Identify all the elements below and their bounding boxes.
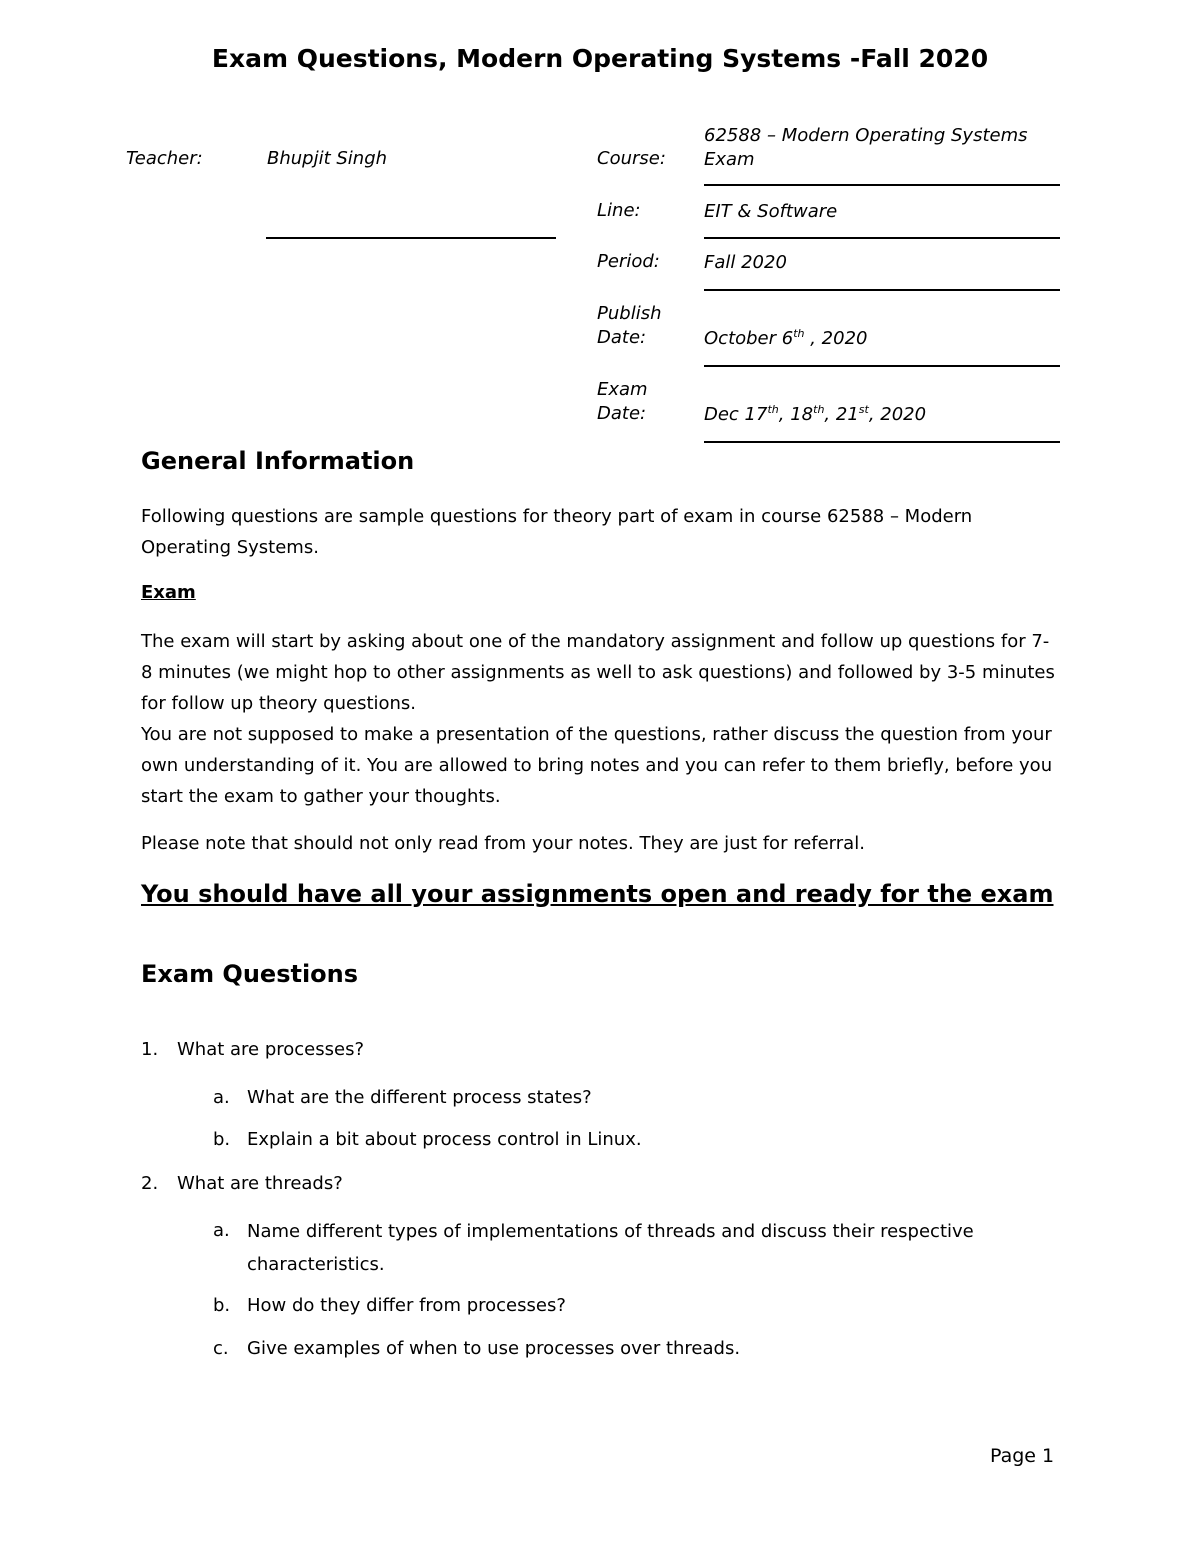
exam-paragraph-2: You are not supposed to make a presentation of the questions, rather discuss the question from your own understanding of it. You are allowed to bring notes and you can refer to them briefly, before you start the exam to gather your thoughts. (141, 724, 1053, 807)
exam-paragraph-1: The exam will start by asking about one of the mandatory assignment and follow up questions for 7-8 minutes (we might hop to other assignments as well to ask questions) and followed by 3-5 minutes for follow up theory questions. (141, 631, 1055, 714)
question-number: 1. (141, 1039, 159, 1060)
sub-question-letter: a. (213, 1087, 230, 1108)
publish-date-value: October 6th , 2020 (704, 327, 868, 349)
sub-question-letter: b. (213, 1295, 231, 1316)
course-value-line2: Exam (704, 149, 755, 170)
course-underline (704, 184, 1060, 186)
course-value-line1: 62588 – Modern Operating Systems (704, 125, 1028, 146)
line-underline (704, 237, 1060, 239)
teacher-value: Bhupjit Singh (267, 148, 388, 169)
publish-label-1: Publish (597, 303, 662, 324)
publish-underline (704, 365, 1060, 367)
line-value: EIT & Software (704, 201, 838, 222)
sub-question-text: Explain a bit about process control in Linux. (247, 1129, 642, 1150)
publish-label-2: Date: (597, 327, 647, 348)
teacher-label: Teacher: (126, 148, 203, 169)
page-number: Page 1 (990, 1445, 1055, 1467)
exam-date-underline (704, 441, 1060, 443)
period-value: Fall 2020 (704, 252, 787, 273)
question-number: 2. (141, 1173, 159, 1194)
exam-subheading: Exam (141, 582, 196, 603)
intro-paragraph: Following questions are sample questions for theory part of exam in course 62588 – Modern Operating Systems. (141, 506, 973, 558)
exam-date-value: Dec 17th, 18th, 21st, 2020 (704, 403, 927, 425)
note-paragraph: Please note that should not only read from your notes. They are just for referral. (141, 833, 865, 854)
general-information-heading: General Information (141, 447, 415, 475)
sub-question-text: Give examples of when to use processes over threads. (247, 1338, 741, 1359)
exam-date-label-2: Date: (597, 403, 647, 424)
question-text: What are processes? (177, 1039, 365, 1060)
exam-date-label-1: Exam (597, 379, 648, 400)
emphasis-note: You should have all your assignments open and ready for the exam (141, 880, 1054, 908)
exam-questions-heading: Exam Questions (141, 960, 359, 988)
line-label: Line: (597, 200, 641, 221)
document-title: Exam Questions, Modern Operating Systems -Fall 2020 (211, 44, 989, 73)
course-label: Course: (597, 148, 666, 169)
sub-question-letter: c. (213, 1338, 229, 1359)
sub-question-letter: b. (213, 1129, 231, 1150)
period-underline (704, 289, 1060, 291)
period-label: Period: (597, 251, 660, 272)
question-text: What are threads? (177, 1173, 343, 1194)
teacher-underline (266, 237, 556, 239)
sub-question-letter: a. (213, 1220, 230, 1241)
sub-question-text: Name different types of implementations of threads and discuss their respective characteristics. (247, 1221, 974, 1275)
sub-question-text: What are the different process states? (247, 1087, 592, 1108)
sub-question-text: How do they differ from processes? (247, 1295, 566, 1316)
